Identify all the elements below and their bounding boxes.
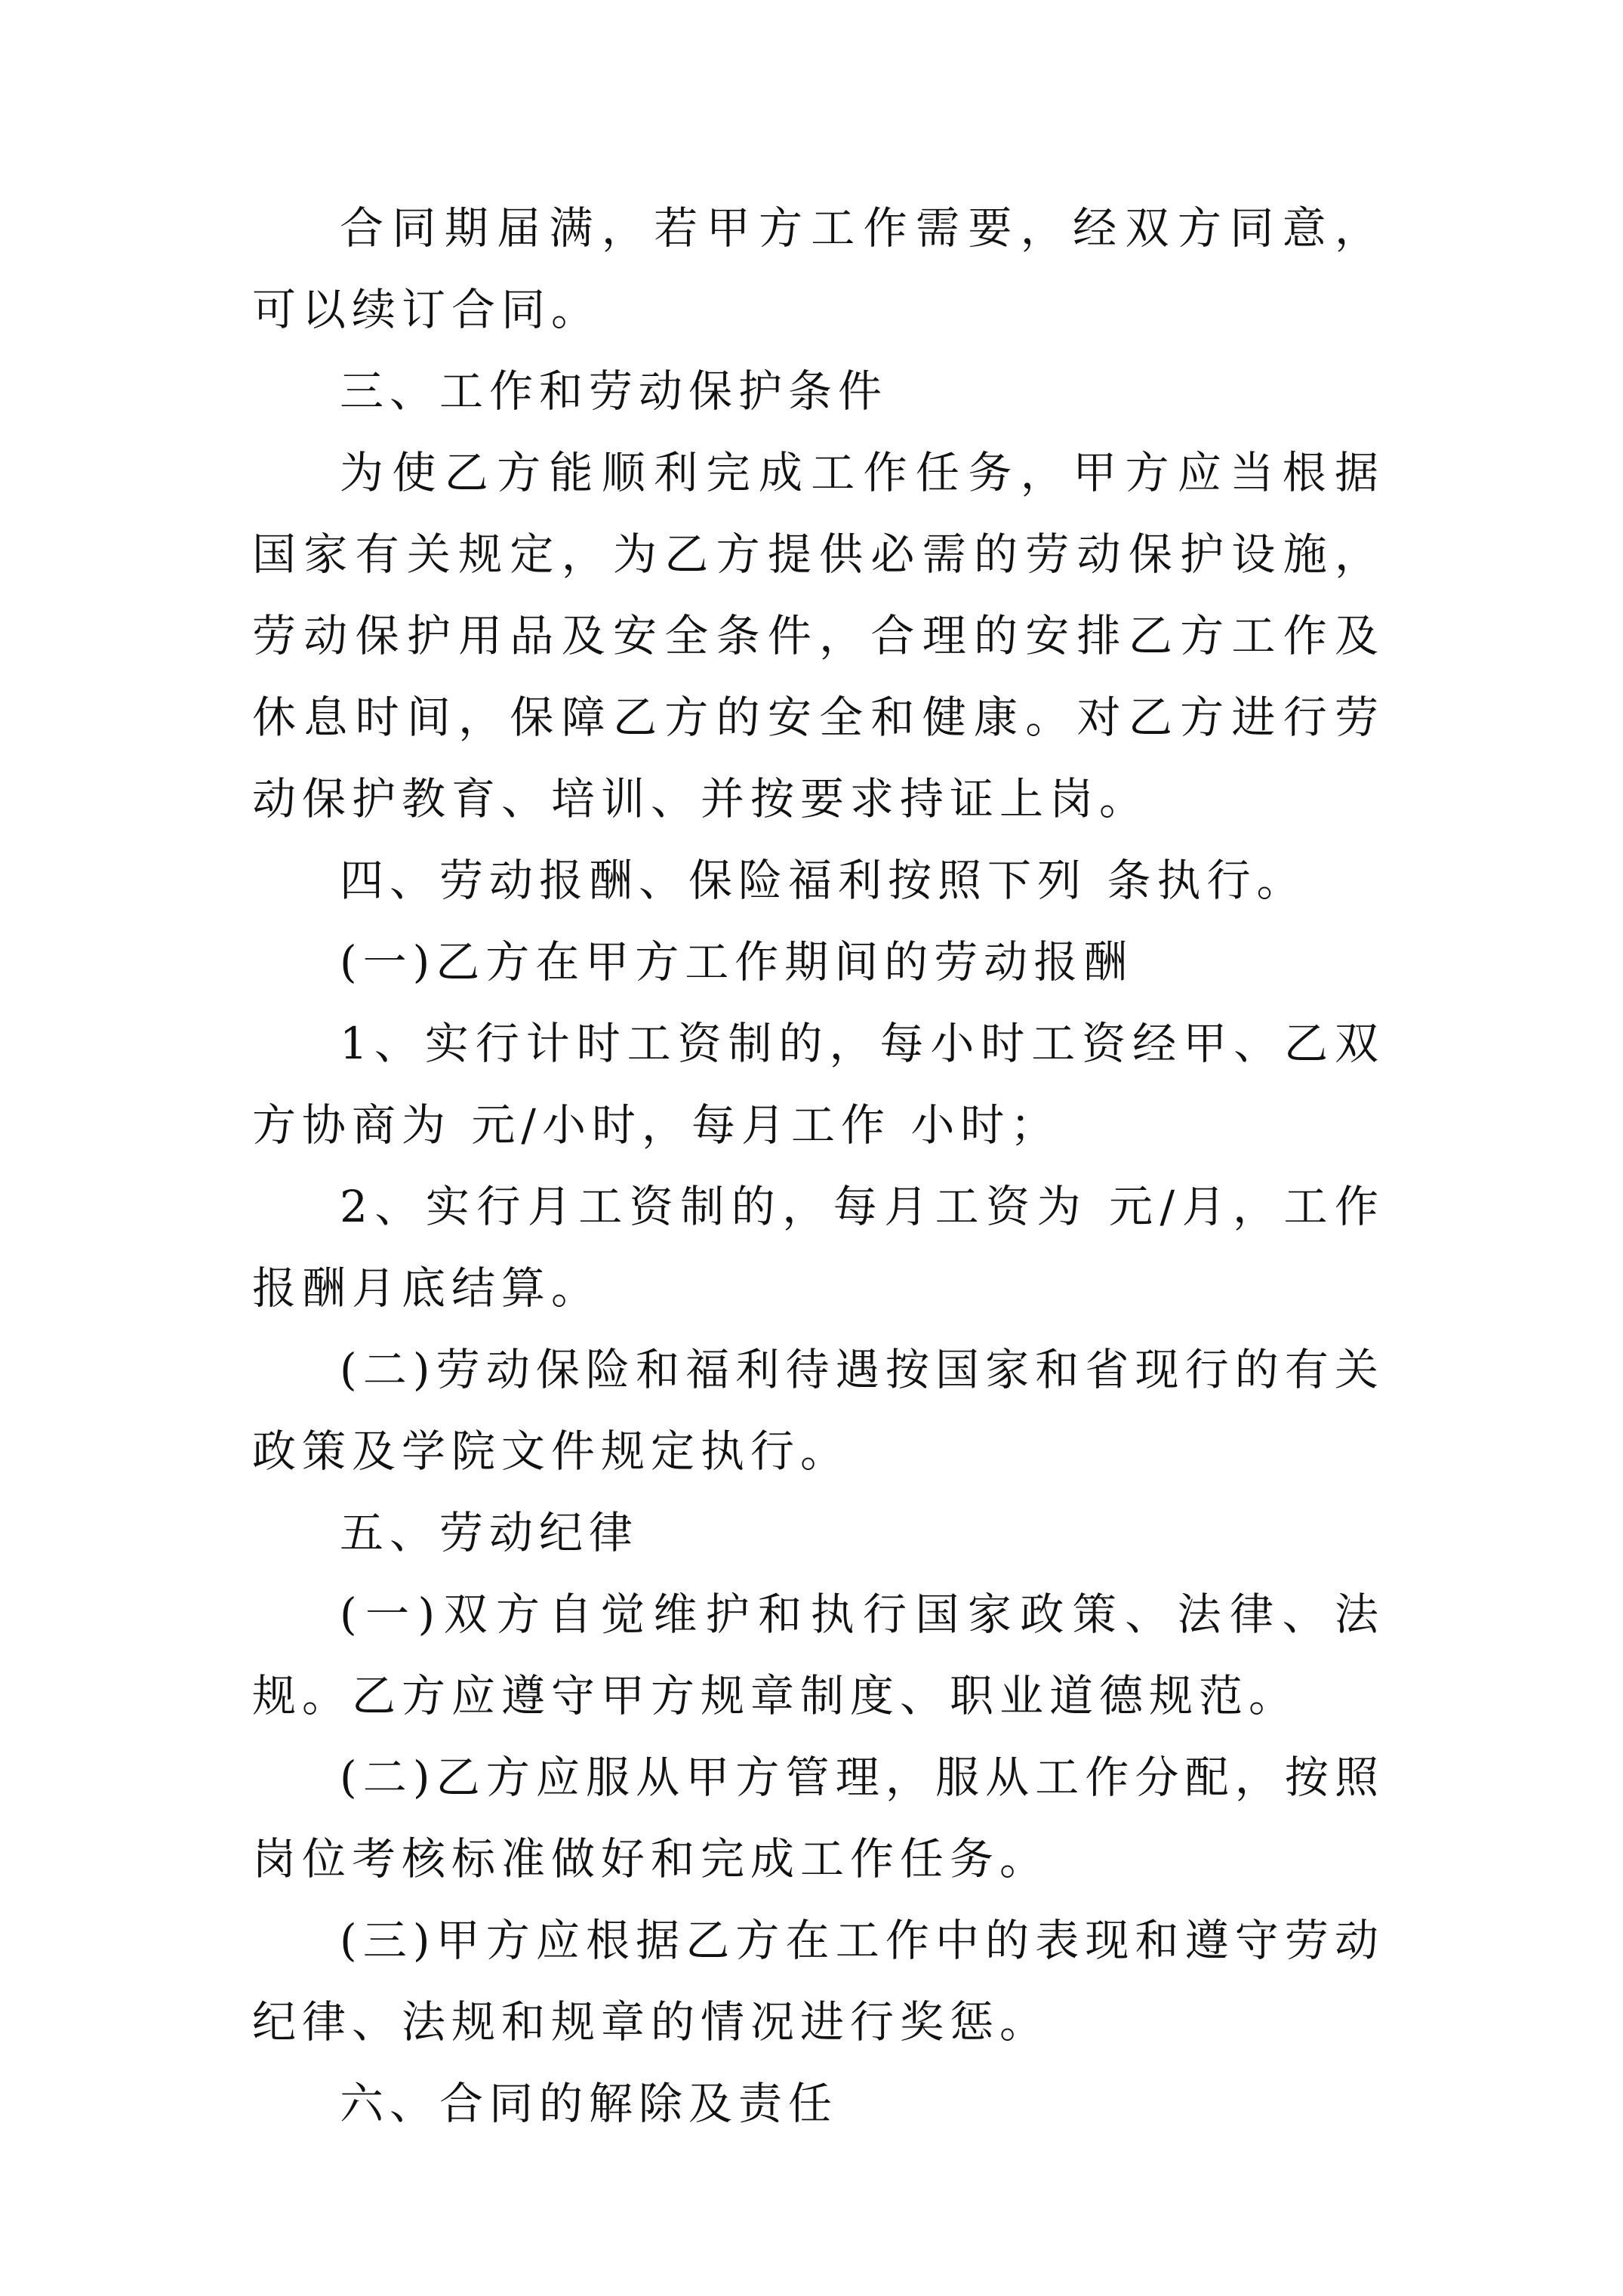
paragraph-remuneration-intro: (一)乙方在甲方工作期间的劳动报酬 [340, 936, 1134, 988]
paragraph-contract-renewal: 合同期届满，若甲方工作需要，经双方同意，可以续订合同。 [252, 202, 1384, 335]
paragraph-discipline-management: (二)乙方应服从甲方管理，服从工作分配，按照岗位考核标准做好和完成工作任务。 [252, 1752, 1384, 1885]
document-body [252, 187, 1384, 2144]
paragraph-insurance-welfare: (二)劳动保险和福利待遇按国家和省现行的有关政策及学院文件规定执行。 [252, 1344, 1384, 1477]
section-heading-remuneration: 四、劳动报酬、保险福利按照下列 条执行。 [340, 855, 1307, 906]
section-heading-termination: 六、合同的解除及责任 [340, 2078, 839, 2129]
paragraph-discipline-compliance: (一)双方自觉维护和执行国家政策、法律、法规。乙方应遵守甲方规章制度、职业道德规范。 [252, 1589, 1384, 1721]
paragraph-monthly-wage: 2、实行月工资制的，每月工资为 元/月，工作报酬月底结算。 [252, 1181, 1384, 1314]
paragraph-discipline-rewards: (三)甲方应根据乙方在工作中的表现和遵守劳动纪律、法规和规章的情况进行奖惩。 [252, 1915, 1384, 2048]
section-heading-work-conditions: 三、工作和劳动保护条件 [340, 365, 888, 417]
paragraph-hourly-wage: 1、实行计时工资制的，每小时工资经甲、乙双方协商为 元/小时，每月工作 小时； [252, 1018, 1384, 1151]
paragraph-labor-protection: 为使乙方能顺利完成工作任务，甲方应当根据国家有关规定，为乙方提供必需的劳动保护设施，劳动保护用品及安全条件，合理的安排乙方工作及休息时间，保障乙方的安全和健康。对乙方进行劳动保护教育、培训、并按要求持证上岗。 [252, 447, 1384, 824]
section-heading-labor-discipline: 五、劳动纪律 [340, 1507, 639, 1558]
